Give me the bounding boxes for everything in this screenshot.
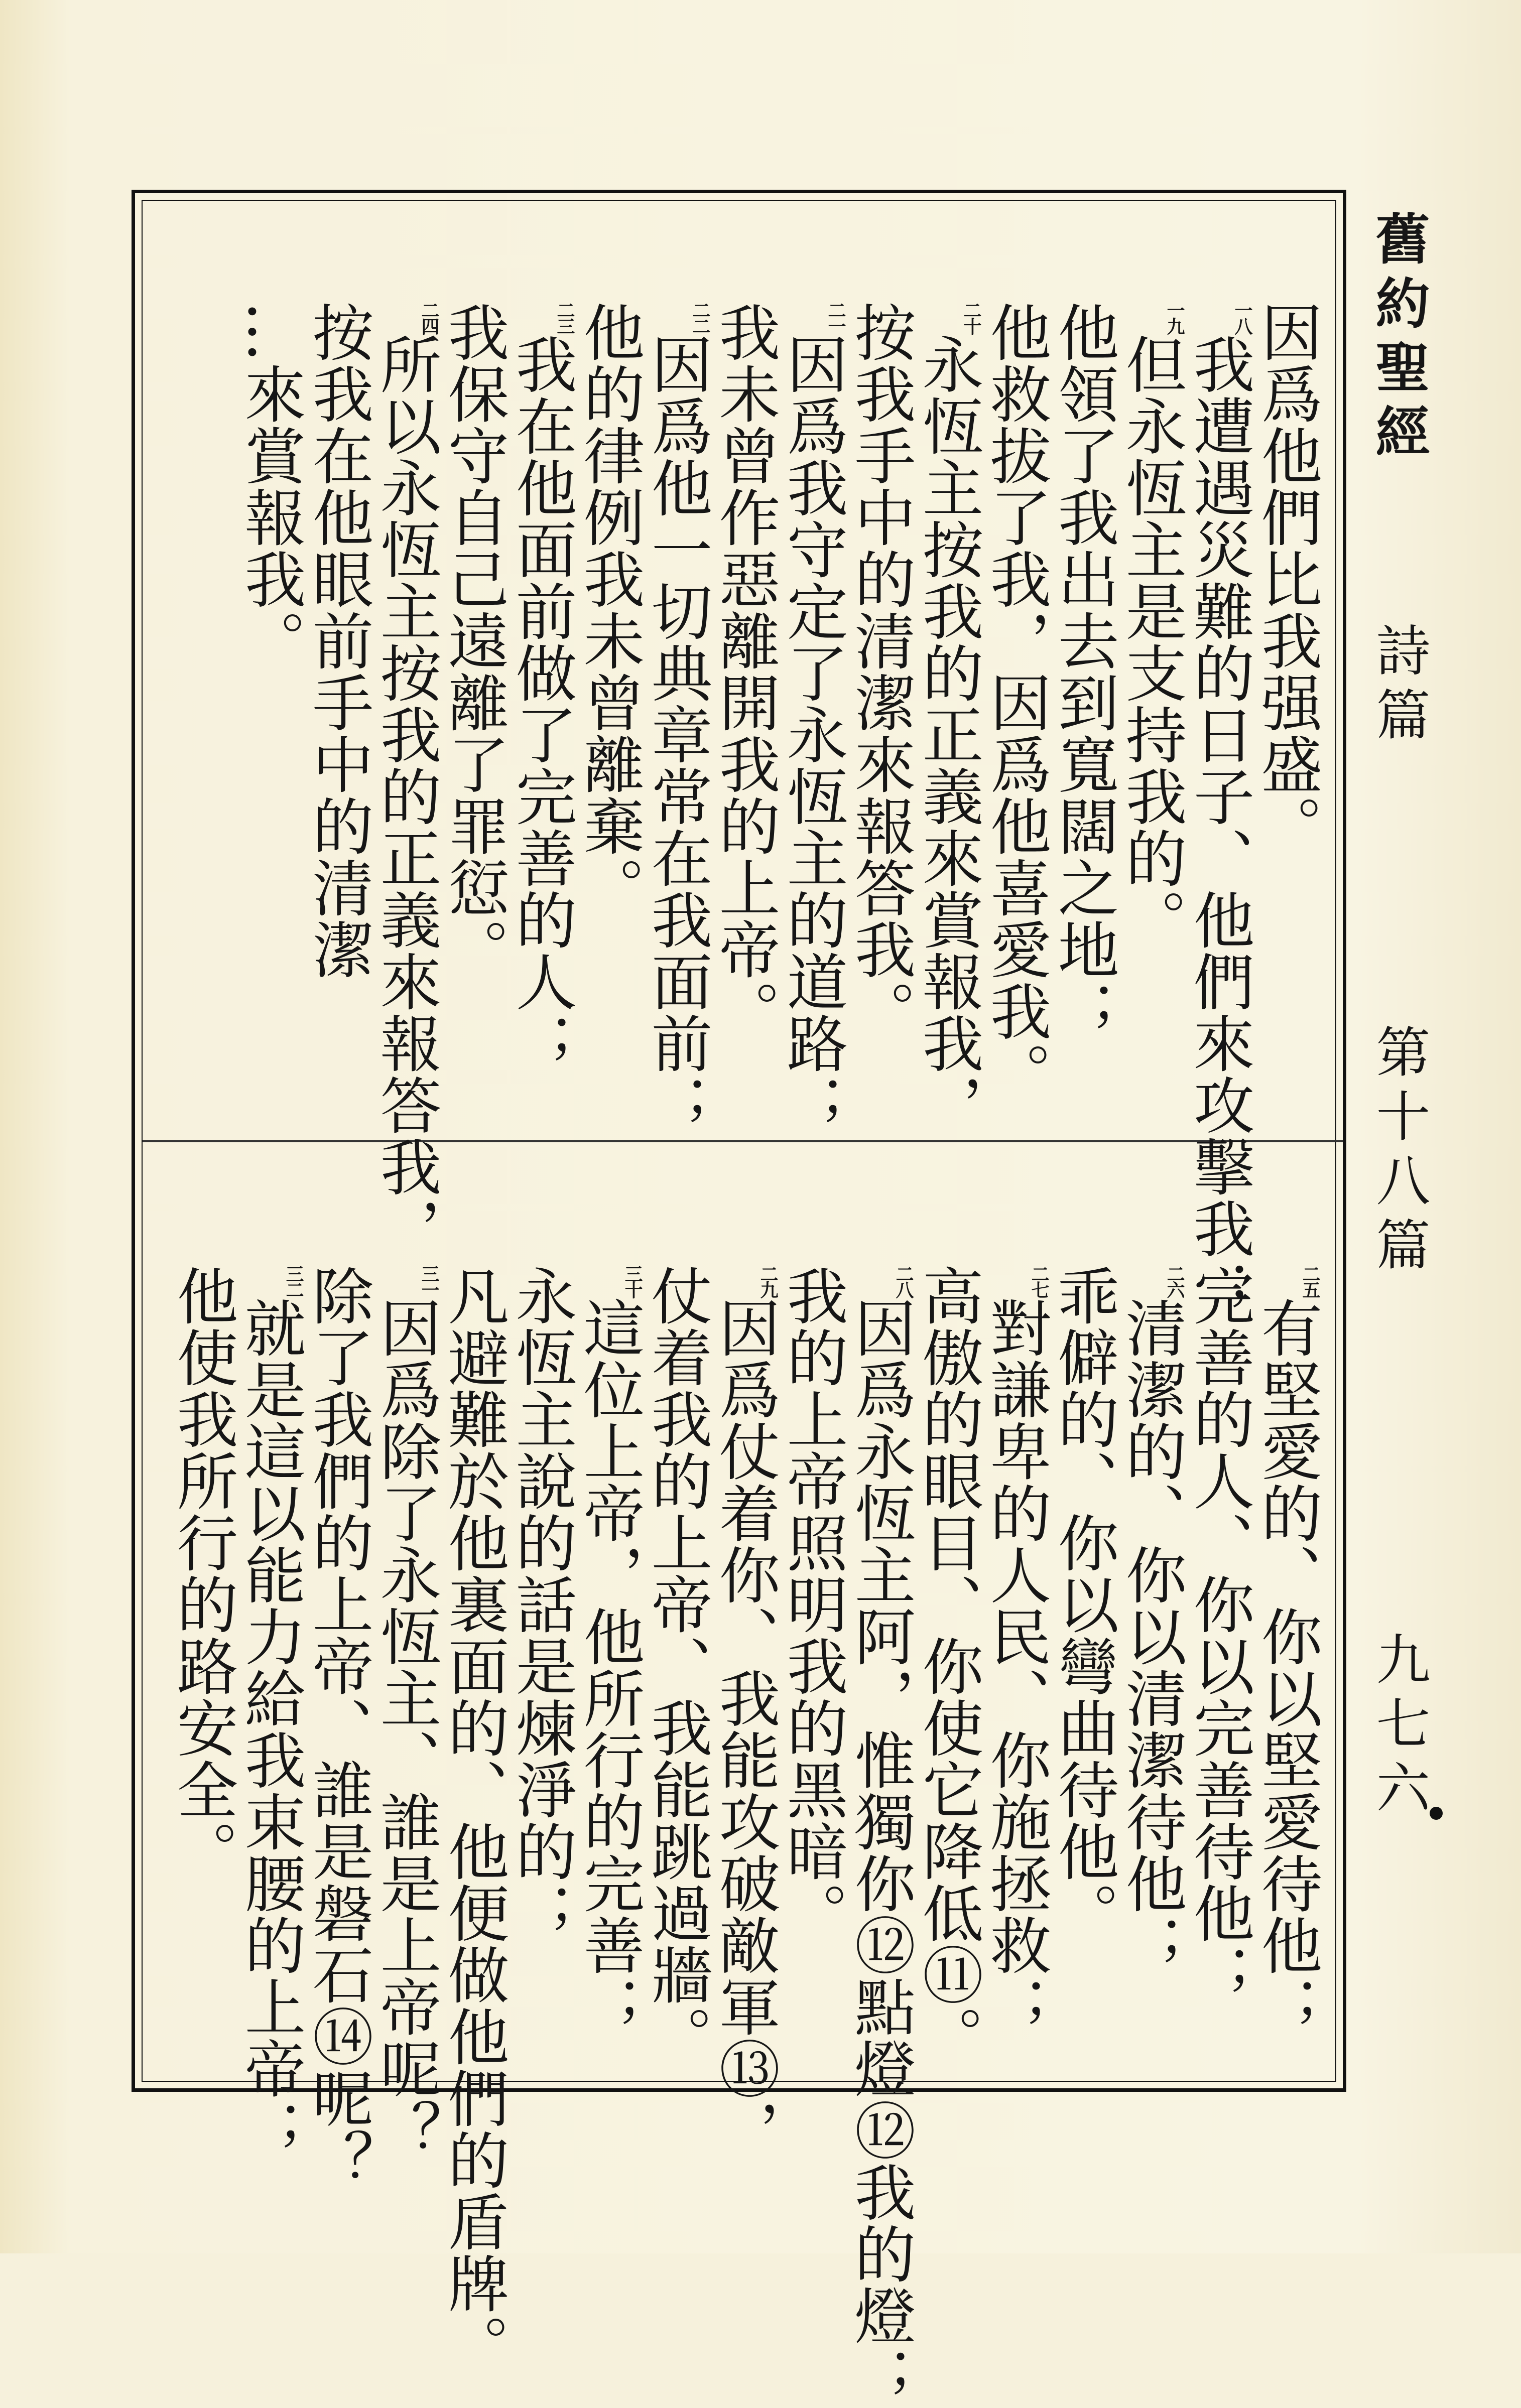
verse-line (575, 301, 643, 1084)
verse-text: 乖僻的、你以彎曲待他。 (1048, 1265, 1119, 1944)
verse-line (710, 301, 778, 1084)
verse-number: 二二 (690, 301, 711, 333)
verse-number: 一九 (1164, 301, 1185, 333)
verse-text: 但永恆主是支持我的。 (1115, 333, 1187, 951)
verse-text: 完善的人、你以完善待他； (1183, 1265, 1254, 2005)
verse-line (1117, 301, 1185, 1084)
verse-text: 因爲仗着你、我能攻破敵軍⑬， (709, 1297, 780, 2161)
verse-line (641, 301, 712, 1136)
section-divider (143, 1140, 1343, 1142)
verse-number: 二六 (1164, 1265, 1185, 1297)
verse-number: 二八 (893, 1265, 914, 1297)
verse-line (507, 1265, 575, 2068)
verse-line (914, 1265, 981, 2068)
verse-line (507, 301, 575, 1084)
verse-line (370, 301, 441, 1259)
verse-text: 仗着我的上帝、我能跳過牆。 (641, 1265, 712, 2067)
verse-text: 清潔的、你以清潔待他； (1115, 1297, 1187, 1976)
verse-line (168, 1265, 236, 2068)
verse-text: 我遭遇災難的日子、他們來攻擊我； (1183, 333, 1254, 1321)
verse-text: 我未曾作惡離開我的上帝。 (709, 301, 780, 1042)
verse-text: 我在他面前做了完善的人； (505, 333, 577, 1074)
verse-number: 二一 (825, 301, 846, 333)
chapter-title: 第十八篇 (1367, 1024, 1430, 1281)
verse-line (1252, 301, 1320, 1084)
verse-line (1185, 1265, 1252, 2068)
verse-line (778, 1265, 846, 2068)
verse-text: …來賞報我。 (234, 301, 306, 672)
verse-line (234, 1265, 306, 2161)
verse-line (844, 1265, 916, 2408)
lower-text-block (167, 1265, 1322, 2408)
verse-text: 永恆主按我的正義來賞報我， (912, 333, 983, 1136)
verse-text: 因爲永恆主阿，惟獨你⑫點燈⑫我的燈； (844, 1297, 916, 2408)
verse-number: 二十 (961, 301, 982, 333)
margin-dot (1430, 1807, 1443, 1820)
verse-line (912, 301, 983, 1136)
verse-text: 我保守自己遠離了罪愆。 (438, 301, 509, 980)
verse-number: 二七 (1029, 1265, 1050, 1297)
verse-line (981, 1265, 1049, 2068)
verse-text: 他領了我出去到寬闊之地； (1048, 301, 1119, 1042)
verse-line (777, 301, 848, 1136)
verse-text: 除了我們的上帝、誰是磐石⑭呢？ (302, 1265, 373, 2191)
section-title: 詩篇 (1367, 622, 1430, 751)
verse-line (1049, 1265, 1117, 2068)
verse-line (643, 1265, 710, 2068)
verse-number: 二五 (1300, 1265, 1321, 1297)
verse-line (302, 1265, 373, 2191)
verse-text: 我的上帝照明我的黑暗。 (777, 1265, 848, 1944)
verse-text: 他救拔了我，因爲他喜愛我。 (980, 301, 1051, 1104)
verse-text: 因爲我守定了永恆主的道路； (777, 333, 848, 1136)
verse-text: 所以永恆主按我的正義來報答我， (370, 333, 441, 1259)
verse-text: 按我在他眼前手中的清潔 (302, 301, 373, 980)
verse-line (709, 1265, 780, 2161)
verse-line (438, 1265, 509, 2376)
verse-number: 三二 (283, 1265, 304, 1297)
verse-line (304, 301, 371, 1084)
verse-text: 因爲他一切典章常在我面前； (641, 333, 712, 1136)
verse-number: 二四 (419, 301, 440, 333)
verse-text: 因爲他們比我强盛。 (1251, 301, 1322, 857)
verse-line (980, 301, 1051, 1104)
verse-line (1117, 1265, 1185, 2068)
verse-line (846, 301, 914, 1084)
verse-text: 因爲除了永恆主、誰是上帝呢？ (370, 1297, 441, 2161)
verse-text: 他的律例我未曾離棄。 (573, 301, 645, 918)
verse-text: 有堅愛的、你以堅愛待他； (1251, 1297, 1322, 2038)
verse-line (575, 1265, 643, 2068)
verse-number: 三一 (419, 1265, 440, 1297)
verse-line (1183, 301, 1254, 1321)
verse-text: 就是這以能力給我束腰的上帝； (234, 1297, 306, 2161)
verse-number: 一八 (1232, 301, 1253, 333)
verse-number: 三十 (622, 1265, 643, 1297)
verse-number: 二九 (757, 1265, 779, 1297)
verse-line (1049, 301, 1117, 1084)
verse-text: 他使我所行的路安全。 (167, 1265, 238, 1882)
verse-number: 二三 (554, 301, 575, 333)
verse-line (1252, 1265, 1320, 2068)
verse-text: 對謙卑的人民、你施拯救； (980, 1297, 1051, 2038)
page-number: 九七六 (1367, 1631, 1430, 1824)
verse-line (236, 301, 304, 1084)
verse-line (439, 301, 507, 1084)
verse-line (370, 1265, 441, 2161)
verse-text: 凡避難於他裏面的、他便做他們的盾牌。 (438, 1265, 509, 2376)
verse-text: 這位上帝，他所行的完善； (573, 1297, 645, 2038)
verse-text: 按我手中的清潔來報答我。 (844, 301, 916, 1042)
verse-text: 永恆主說的話是煉淨的； (505, 1265, 577, 1944)
running-header (1360, 211, 1436, 2103)
book-title: 舊約聖經 (1366, 211, 1430, 468)
verse-text: 高傲的眼目、你使它降低⑪。 (912, 1265, 983, 2067)
